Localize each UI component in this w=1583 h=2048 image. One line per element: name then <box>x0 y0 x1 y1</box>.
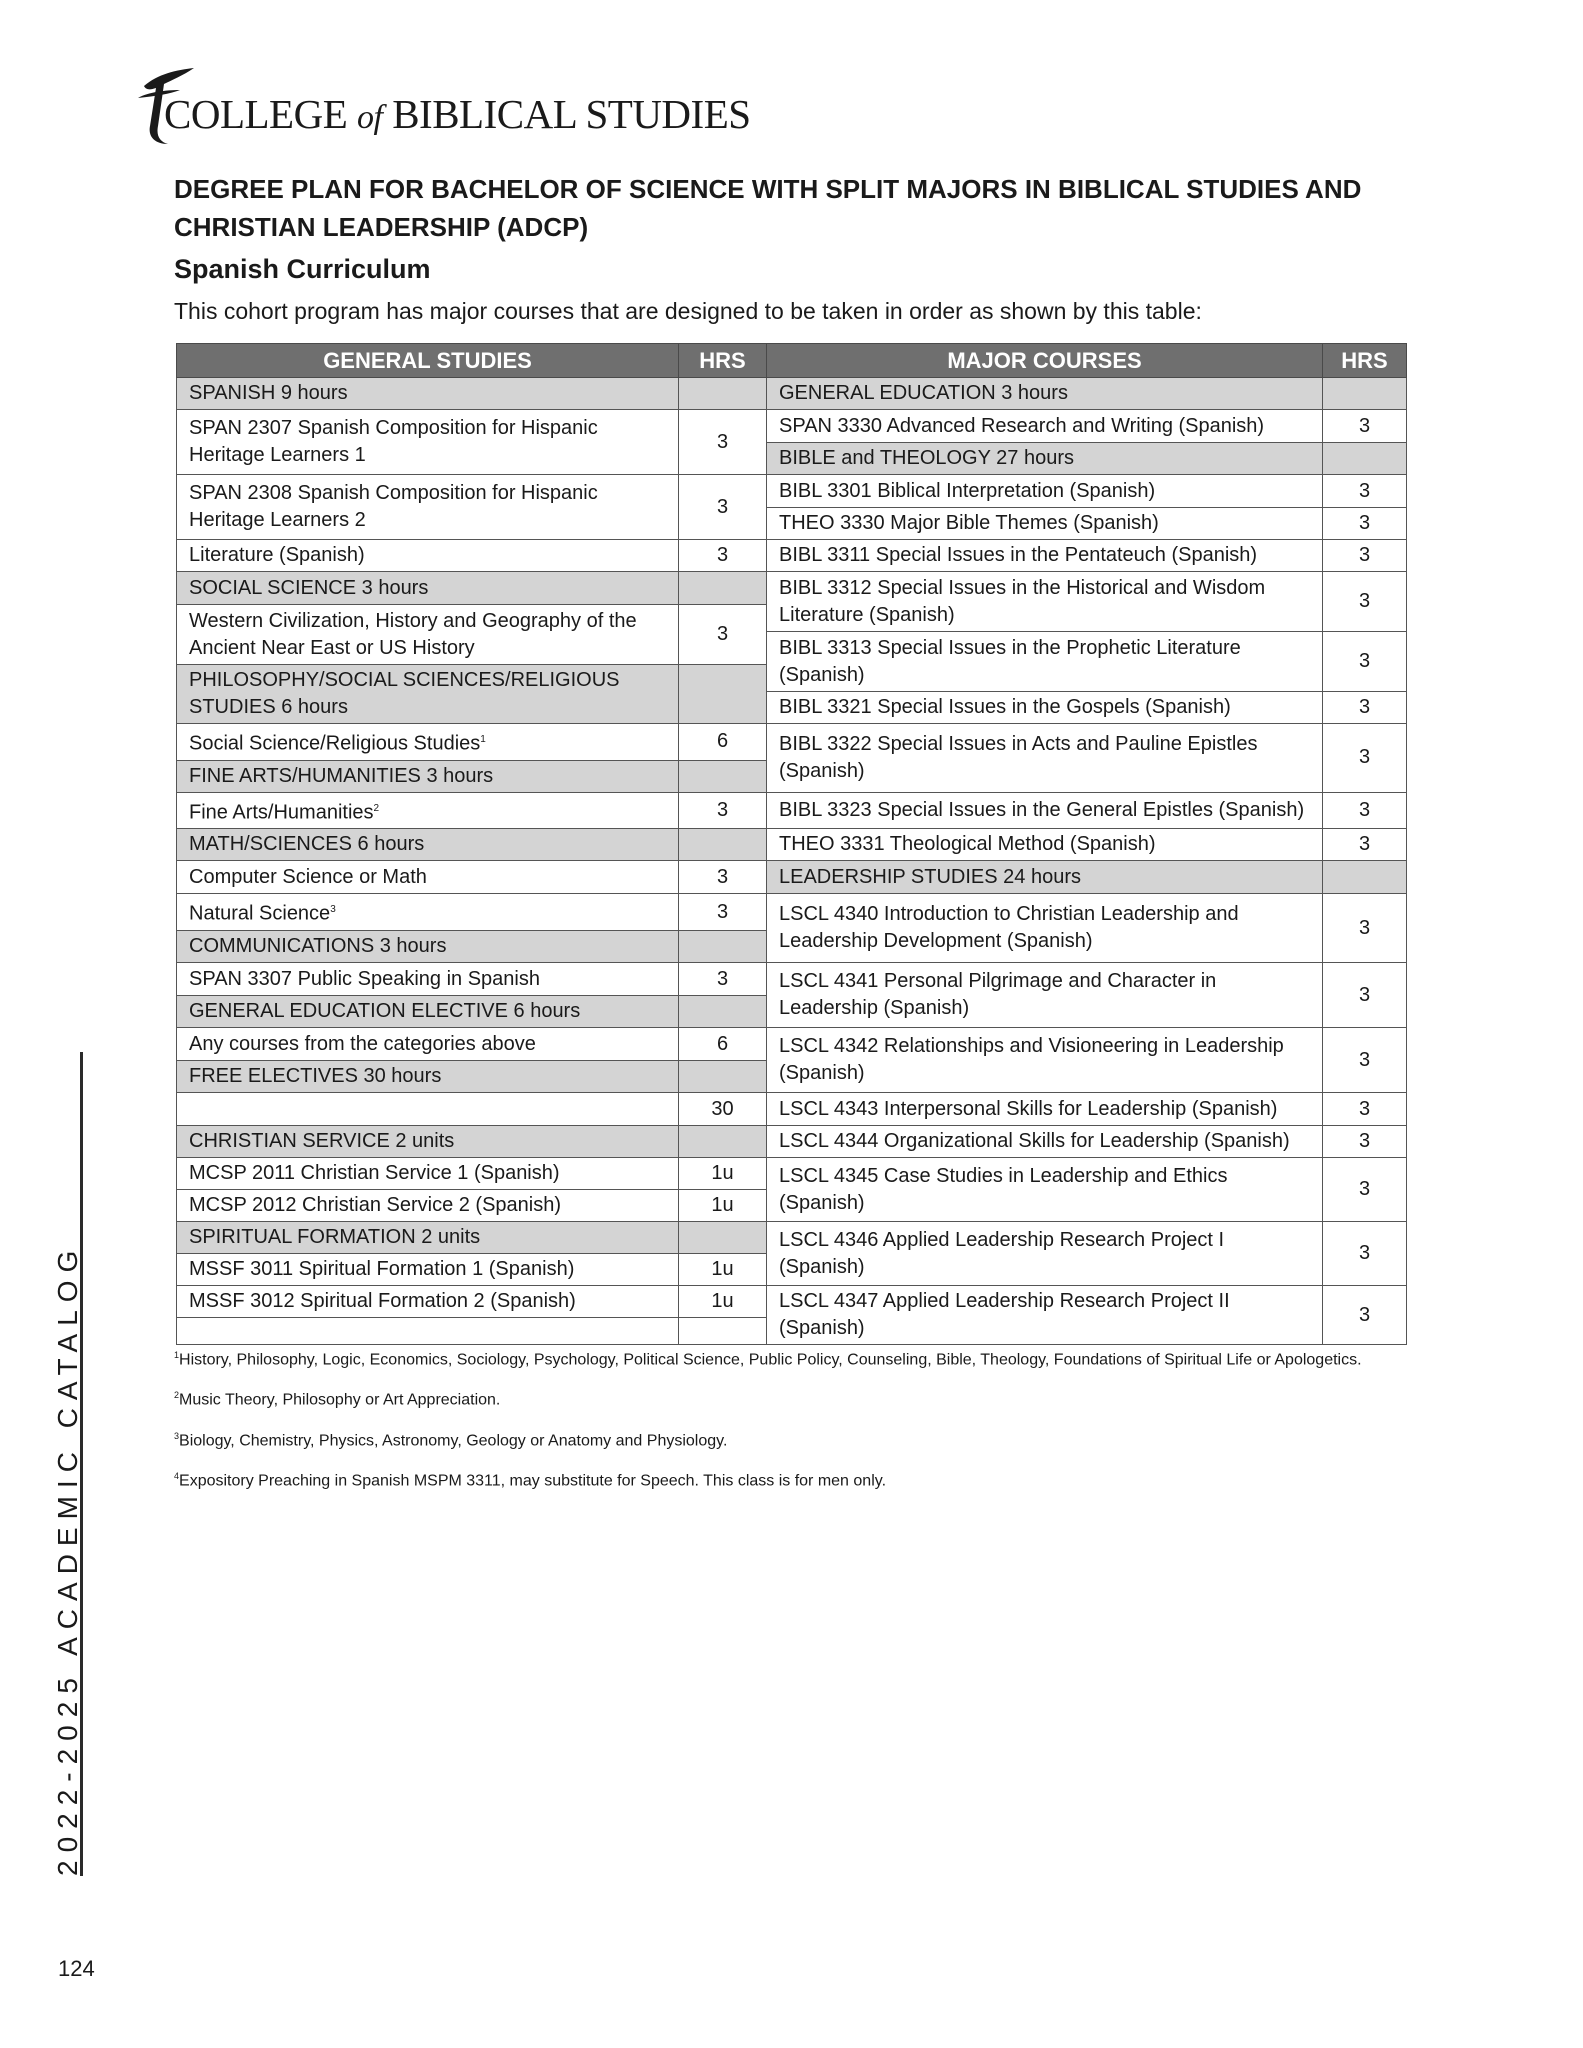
category-cell <box>177 665 679 724</box>
category-cell <box>767 861 1323 894</box>
cell-text: MSSF 3012 Spiritual Formation 2 (Spanish) <box>189 1290 576 1313</box>
hours-cell <box>679 410 767 475</box>
page-title: DEGREE PLAN FOR BACHELOR OF SCIENCE WITH SPLIT MAJORS IN BIBLICAL STUDIES AND CHRISTIAN LEADERSHIP (ADCP) <box>174 174 1362 242</box>
category-cell <box>177 996 679 1028</box>
hours-value: 3 <box>1358 479 1371 502</box>
hours-cell <box>679 894 767 931</box>
table-row <box>177 410 1407 443</box>
hours-cell <box>1323 540 1407 572</box>
course-cell <box>767 475 1323 508</box>
hours-cell <box>679 378 767 410</box>
hours-cell <box>679 1028 767 1061</box>
table-header-row <box>177 344 1407 378</box>
hours-cell <box>1323 410 1407 443</box>
footnote-marker: 1 <box>480 734 486 745</box>
logo-text-pre: COLLEGE <box>164 91 357 137</box>
cell-text: SPAN 3307 Public Speaking in Spanish <box>189 967 540 990</box>
cell-text: BIBL 3312 Special Issues in the Historical and Wisdom Literature (Spanish) <box>779 576 1266 626</box>
course-cell <box>177 410 679 475</box>
course-cell <box>177 861 679 894</box>
hours-cell <box>679 1158 767 1190</box>
cell-text: THEO 3330 Major Bible Themes (Spanish) <box>779 512 1159 534</box>
college-name <box>164 90 751 138</box>
hours-value: 3 <box>1358 590 1371 612</box>
header-major-courses: MAJOR COURSES <box>767 344 1323 378</box>
hours-cell <box>1323 829 1407 861</box>
cell-text: Fine Arts/Humanities <box>189 801 374 824</box>
footnote-number: 3 <box>174 1430 180 1441</box>
course-cell <box>177 724 679 761</box>
hours-value: 3 <box>1358 1303 1371 1326</box>
course-cell <box>177 1158 679 1190</box>
course-cell <box>177 1190 679 1222</box>
footnote-text: Music Theory, Philosophy or Art Appreciation. <box>179 1391 501 1409</box>
cell-text: LSCL 4347 Applied Leadership Research Project II (Spanish) <box>779 1290 1230 1340</box>
course-cell <box>767 572 1323 632</box>
course-cell <box>767 692 1323 724</box>
cell-text: MSSF 3011 Spiritual Formation 1 (Spanish) <box>189 1258 575 1281</box>
course-cell <box>177 1254 679 1286</box>
table-row <box>177 1158 1407 1190</box>
cell-text: GENERAL EDUCATION 3 hours <box>779 382 1068 404</box>
cell-text: MCSP 2011 Christian Service 1 (Spanish) <box>189 1162 560 1185</box>
footnote <box>174 1344 1394 1371</box>
hours-value: 3 <box>716 430 729 453</box>
hours-cell <box>679 792 767 829</box>
course-cell <box>767 724 1323 793</box>
cell-text: LSCL 4344 Organizational Skills for Leadership (Spanish) <box>779 1130 1290 1153</box>
category-cell <box>177 572 679 605</box>
course-cell <box>767 963 1323 1028</box>
hours-value: 6 <box>716 1032 729 1055</box>
category-cell <box>177 1061 679 1093</box>
course-cell <box>767 410 1323 443</box>
category-cell <box>767 443 1323 475</box>
hours-cell <box>1323 1222 1407 1286</box>
hours-cell <box>1323 1126 1407 1158</box>
hours-cell <box>1323 1286 1407 1345</box>
page-subtitle: Spanish Curriculum <box>174 254 431 284</box>
footnote-marker: 3 <box>330 904 336 916</box>
category-cell <box>177 829 679 861</box>
hours-value: 3 <box>716 900 729 923</box>
cell-text: SOCIAL SCIENCE 3 hours <box>189 576 429 599</box>
cell-text: SPAN 2307 Spanish Composition for Hispanic Heritage Learners 1 <box>189 417 598 466</box>
cell-text: BIBL 3323 Special Issues in the General Epistles (Spanish) <box>779 798 1305 821</box>
hours-cell <box>1323 572 1407 632</box>
course-cell <box>767 1126 1323 1158</box>
hours-value: 3 <box>716 623 729 645</box>
cell-text: LSCL 4346 Applied Leadership Research Project I (Spanish) <box>779 1228 1225 1278</box>
course-cell <box>767 1286 1323 1345</box>
course-cell <box>177 605 679 665</box>
category-cell <box>177 1222 679 1254</box>
category-cell <box>177 760 679 792</box>
footnote-text: Expository Preaching in Spanish MSPM 3311, may substitute for Speech. This class is for men only. <box>179 1472 887 1490</box>
intro-text: This cohort program has major courses that are designed to be taken in order as shown by this table: <box>174 298 1202 324</box>
logo-text-post: BIBLICAL STUDIES <box>382 91 751 137</box>
footnote-number: 4 <box>174 1470 180 1481</box>
cell-text: FINE ARTS/HUMANITIES 3 hours <box>189 764 494 787</box>
course-cell <box>767 540 1323 572</box>
cell-text: Computer Science or Math <box>189 865 427 888</box>
hours-cell <box>679 1126 767 1158</box>
hours-value: 3 <box>1358 983 1371 1006</box>
cell-text: MATH/SCIENCES 6 hours <box>189 833 425 856</box>
table-row <box>177 724 1407 761</box>
table-row <box>177 1093 1407 1126</box>
table-body <box>177 378 1407 1345</box>
cell-text: BIBL 3311 Special Issues in the Pentateuch (Spanish) <box>779 544 1258 566</box>
course-cell <box>177 1093 679 1126</box>
footnote-text: History, Philosophy, Logic, Economics, Sociology, Psychology, Political Science, Public Policy, Counseling, Bible, Theology, Foundations of Spiritual Life or Apologetics. <box>179 1351 1362 1369</box>
hours-cell <box>679 1061 767 1093</box>
table-row <box>177 1126 1407 1158</box>
hours-value: 3 <box>1358 1178 1371 1201</box>
cell-text: SPAN 2308 Spanish Composition for Hispanic Heritage Learners 2 <box>189 482 598 531</box>
hours-value: 6 <box>716 730 729 753</box>
hours-cell <box>679 475 767 540</box>
logo-text-of: of <box>357 99 383 136</box>
hours-cell <box>1323 378 1407 410</box>
footnote-text: Biology, Chemistry, Physics, Astronomy, Geology or Anatomy and Physiology. <box>179 1431 728 1449</box>
table-row <box>177 829 1407 861</box>
hours-value: 1u <box>711 1162 734 1185</box>
hours-value: 30 <box>711 1097 734 1120</box>
course-cell <box>177 792 679 829</box>
course-cell <box>767 1093 1323 1126</box>
hours-cell <box>679 931 767 963</box>
table-row <box>177 540 1407 572</box>
hours-cell <box>1323 1158 1407 1222</box>
hours-value: 3 <box>1358 544 1371 566</box>
hours-value: 3 <box>716 798 729 821</box>
cell-text: THEO 3331 Theological Method (Spanish) <box>779 833 1156 856</box>
hours-value: 3 <box>716 495 729 518</box>
course-cell <box>767 1222 1323 1286</box>
cell-text: BIBL 3321 Special Issues in the Gospels (Spanish) <box>779 696 1231 718</box>
hours-cell <box>679 1318 767 1345</box>
hours-cell <box>1323 792 1407 829</box>
degree-plan-table <box>176 343 1407 1345</box>
hours-cell <box>679 963 767 996</box>
hours-cell <box>1323 1093 1407 1126</box>
hours-value: 1u <box>711 1290 734 1313</box>
cell-text: SPIRITUAL FORMATION 2 units <box>189 1226 481 1249</box>
hours-value: 3 <box>716 544 729 566</box>
hours-value: 1u <box>711 1194 734 1217</box>
cell-text: LSCL 4341 Personal Pilgrimage and Character in Leadership (Spanish) <box>779 970 1217 1020</box>
table-row <box>177 1222 1407 1254</box>
category-cell <box>767 378 1323 410</box>
table-row <box>177 1028 1407 1061</box>
hours-cell <box>1323 724 1407 793</box>
hours-cell <box>1323 475 1407 508</box>
hours-cell <box>679 1254 767 1286</box>
table-row <box>177 378 1407 410</box>
course-cell <box>177 1028 679 1061</box>
hours-cell <box>679 996 767 1028</box>
table-row <box>177 475 1407 508</box>
hours-cell <box>679 605 767 665</box>
header-hrs: HRS <box>1323 344 1407 378</box>
course-cell <box>767 792 1323 829</box>
hours-cell <box>1323 963 1407 1028</box>
cell-text: LSCL 4340 Introduction to Christian Leadership and Leadership Development (Spanish) <box>779 903 1239 953</box>
footnote <box>174 1425 1394 1452</box>
hours-value: 3 <box>716 865 729 888</box>
cell-text: CHRISTIAN SERVICE 2 units <box>189 1130 455 1153</box>
cell-text: Social Science/Religious Studies <box>189 732 481 755</box>
hours-cell <box>679 665 767 724</box>
hours-cell <box>679 861 767 894</box>
cell-text: Literature (Spanish) <box>189 544 365 566</box>
cell-text: LEADERSHIP STUDIES 24 hours <box>779 865 1081 888</box>
hours-cell <box>679 829 767 861</box>
hours-value: 3 <box>1358 696 1371 718</box>
hours-value: 3 <box>1358 916 1371 939</box>
hours-cell <box>1323 692 1407 724</box>
course-cell <box>177 1318 679 1345</box>
hours-cell <box>679 1286 767 1318</box>
hours-value: 3 <box>1358 1130 1371 1153</box>
course-cell <box>767 1028 1323 1093</box>
hours-value: 3 <box>1358 1048 1371 1071</box>
college-logo <box>136 66 751 146</box>
course-cell <box>767 829 1323 861</box>
footnote <box>174 1465 1394 1492</box>
cell-text: LSCL 4345 Case Studies in Leadership and Ethics (Spanish) <box>779 1164 1228 1214</box>
hours-cell <box>1323 861 1407 894</box>
hours-cell <box>1323 443 1407 475</box>
footnote <box>174 1384 1394 1411</box>
cell-text: BIBL 3313 Special Issues in the Prophetic Literature (Spanish) <box>779 636 1241 686</box>
footnote-number: 2 <box>174 1390 180 1401</box>
course-cell <box>177 540 679 572</box>
page-number: 124 <box>58 1956 95 1981</box>
cell-text: BIBL 3322 Special Issues in Acts and Pauline Epistles (Spanish) <box>779 732 1258 782</box>
cell-text: MCSP 2012 Christian Service 2 (Spanish) <box>189 1194 562 1217</box>
table-row <box>177 894 1407 931</box>
hours-value: 3 <box>1358 1242 1371 1265</box>
course-cell <box>767 894 1323 963</box>
table-row <box>177 792 1407 829</box>
footnotes <box>174 1344 1394 1505</box>
hours-cell <box>679 1190 767 1222</box>
hours-cell <box>1323 894 1407 963</box>
cell-text: LSCL 4342 Relationships and Visioneering in Leadership (Spanish) <box>779 1035 1284 1085</box>
hours-value: 3 <box>1358 1097 1371 1120</box>
hours-cell <box>679 572 767 605</box>
hours-value: 3 <box>1358 650 1371 672</box>
hours-cell <box>1323 1028 1407 1093</box>
course-cell <box>767 508 1323 540</box>
course-cell <box>767 632 1323 692</box>
side-catalog-label: 2022-2025 ACADEMIC CATALOG <box>52 1242 83 1876</box>
cell-text: Any courses from the categories above <box>189 1032 536 1055</box>
hours-cell <box>679 760 767 792</box>
header-hrs: HRS <box>679 344 767 378</box>
category-cell <box>177 1126 679 1158</box>
course-cell <box>177 894 679 931</box>
table-row <box>177 1286 1407 1318</box>
degree-plan-table-wrap <box>176 343 1406 1345</box>
hours-cell <box>1323 632 1407 692</box>
cell-text: PHILOSOPHY/SOCIAL SCIENCES/RELIGIOUS STUDIES 6 hours <box>189 669 620 718</box>
hours-value: 3 <box>1358 833 1371 856</box>
hours-cell <box>1323 508 1407 540</box>
cell-text: LSCL 4343 Interpersonal Skills for Leadership (Spanish) <box>779 1097 1278 1120</box>
cell-text: SPANISH 9 hours <box>189 382 348 404</box>
hours-cell <box>679 540 767 572</box>
cell-text: BIBLE and THEOLOGY 27 hours <box>779 447 1074 469</box>
course-cell <box>767 1158 1323 1222</box>
header-general-studies: GENERAL STUDIES <box>177 344 679 378</box>
footnote-marker: 2 <box>373 802 380 814</box>
cell-text: BIBL 3301 Biblical Interpretation (Spanish) <box>779 479 1156 502</box>
hours-cell <box>679 1222 767 1254</box>
course-cell <box>177 475 679 540</box>
hours-value: 3 <box>1358 414 1371 437</box>
cell-text: GENERAL EDUCATION ELECTIVE 6 hours <box>189 1000 581 1023</box>
table-row <box>177 572 1407 605</box>
hours-cell <box>679 1093 767 1126</box>
hours-value: 3 <box>1358 746 1371 769</box>
table-row <box>177 963 1407 996</box>
course-cell <box>177 963 679 996</box>
hours-value: 3 <box>1358 512 1371 534</box>
cell-text: Western Civilization, History and Geography of the Ancient Near East or US History <box>189 609 637 659</box>
category-cell <box>177 931 679 963</box>
hours-value: 3 <box>1358 798 1371 821</box>
hours-value: 1u <box>711 1258 734 1281</box>
cell-text: SPAN 3330 Advanced Research and Writing (Spanish) <box>779 414 1265 437</box>
course-cell <box>177 1286 679 1318</box>
hours-value: 3 <box>716 967 729 990</box>
cell-text: Natural Science <box>189 903 331 926</box>
footnote-number: 1 <box>174 1350 180 1360</box>
cell-text: FREE ELECTIVES 30 hours <box>189 1065 442 1088</box>
table-row <box>177 861 1407 894</box>
cell-text: COMMUNICATIONS 3 hours <box>189 935 447 958</box>
hours-cell <box>679 724 767 761</box>
category-cell <box>177 378 679 410</box>
